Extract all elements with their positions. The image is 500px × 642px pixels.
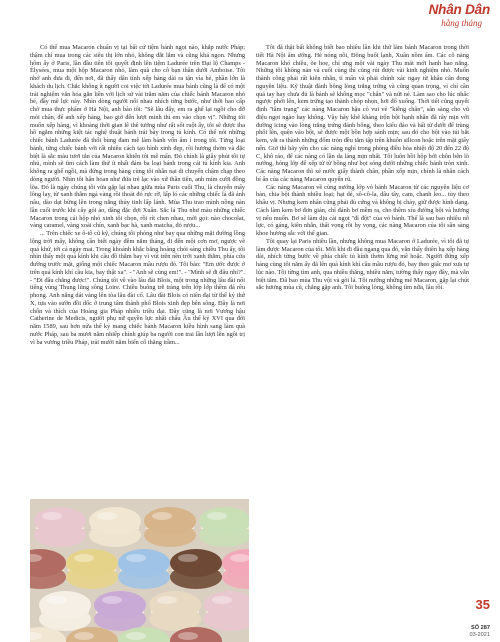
issue-info [444,625,490,638]
masthead-subtitle: hằng tháng [441,18,482,28]
macaron [39,591,91,631]
macaron [144,507,196,547]
macaron [204,591,249,631]
macaron-illustration [30,499,249,642]
article-paragraph: Tôi quay lại Paris nhiều lần, nhưng không mua Macaron ở Ladurée, vì tôi đã tự làm được Macaron của tôi. Mỗi khi đi đâu ngang qua đó, vẫn thấy thiên hạ xếp hàng dài, nhích từng bước về phía chiếc tủ kính thơm lừng mê hoặc. Người đứng xếp hàng cùng tôi năm ấy đã lên quả kính khí cầu mầu rượu đỏ, bay theo giấc mơ xưa tự lúc nào. Tôi từng tìm anh, qua nhiều thăng, nhiều năm, tường thấy ngay đây, mà vẫn biệt tăm. Đã bao mùa Thu vội và gõi lá. Tôi nướng những mẻ Macaron, gặp lại chút sắc hương mùa cũ, chẳng gặp anh. Tôi buông lòng, không tìm nữa, lâu rồi. [256,237,469,292]
macaron [170,549,222,589]
article-column-left [30,44,245,496]
macaron [199,507,249,547]
macaron [118,549,170,589]
macaron [149,591,201,631]
macaron [94,591,146,631]
issue-number: SỐ 287 [471,625,490,631]
issue-date: 03-2021 [469,631,490,638]
article-column-right [256,44,469,624]
article-paragraph: Có thể mua Macaron chuẩn vị tại bất cứ tiệm bánh ngọt nào, khắp nước Pháp; thậm chí mua trong các siêu thị lớn nhỏ, không đắt lắm và cũng khá ngon. Nhưng hôm ấy ở Paris, lần đầu tiên tôi quyết định lên tiệm Ladurée trên Đại lộ Champs - Élysées, mua một hộp Macaron nhỏ, làm quà cho cô bạn thân dưới Amboise. Tôi nhớ anh đưa đi, đến nơi, đã thấy dân tình xếp hàng dài ra tận vỉa hè, phần lớn là khách du lịch. Chắc không ít người coi việc tới Ladurée mua bánh cũng là để có một trải nghiệm văn hóa gắn liền với lịch sử vài trăm năm của chiếc bánh Macaron nhỏ bé, đầy mê lực này. Nhìn dòng người nối nhau nhích từng bước, như thời bao cấp chờ mua thực phẩm ở Hà Nội, anh bảo tôi: "Sẽ lâu đấy, em ra ghế lại ngồi cho đỡ mỏi chân, để anh xếp hàng, bao giờ đến lượt mình thì em vào chọn vị". Những tôi muốn xếp hàng, vì khoảng thời gian lê thê tưởng như rất sốt ruột ấy, tôi sẽ được tha hồ ngắm những kiệt tác nghệ thuật bánh trái bày trong tủ kính. Có thể nói những chiếc bánh Ladurée đã thổi bùng đam mê làm bánh vốn âm ỉ trong tôi. Từng loại bánh, từng chiếc bánh với rất nhiều cách tạo hình xinh đẹp, rồi hương thơm và đặc biệt là sắc màu tươi tắn của Macaron khiến tôi mê mẩn. Đó chính là giây phút tôi tự nhủ, mình sẽ tìm cách làm thử ít nhất đám ba loại bánh trong cái tủ kính kia. Anh không ra ghế ngồi, mà đứng trong hàng cùng tôi nhẫn nại di chuyển chậm chạp theo dòng người. Nhìn tôi hân hoan như đứa trẻ lạc vào xứ thần tiên, anh mỉm cười đồng lõa. Đó là ngày chúng tôi vừa gặp lại nhau giữa mùa Paris cuối Thu, là chuyến mấy lông lay, từ xanh thẫm ngả vàng rồi thoát đỏ rực rỡ, lấp ló các những chiếc lá đã ánh nâu, dào dạt bừng lên trong nắng thủy tinh lấp lánh. Mùa Thu trao mình nồng nàn lần cuối trước khi cây gói áo, dâng đặc đợi Xuân. Sắc lá Thu như màu những chiếc Macaron trong cái hộp nhỏ xinh tôi chọn, rồi rít chen nhau, mời gọi: nào chocolat, vàng caramel, vàng xoài chín, xanh bạc hà, xanh matcha, đỏ rượu... [30,44,245,230]
macaron [66,549,118,589]
page-footer [444,598,490,638]
masthead [420,2,490,38]
macaron-photo [30,499,249,642]
masthead-title: Nhân Dân [428,2,490,17]
macaron [89,507,141,547]
macaron [34,507,86,547]
page-number: 35 [475,597,490,612]
article-paragraph: ... Trên chiếc xe ô-tô cũ kỹ, chúng tôi phóng như bay qua những mặt đường lồng lộng trời mây, không cần biết ngày đêm nắm tháng, đi đến một cơn mơ, ngược về quá khứ, tới cả ngày mai. Trong khoảnh khắc băng hoàng chói sáng chiều Thu ấy, tôi nhìn thấy một quả kính khi cầu đồ thằm bay vì vút trên nền trời xanh thẳm, phía cửa đường trước mặt, giống một chiếc Macaron mầu rượu đỏ. Tôi bảo: "Em ước được ở trên quả kính khí cầu kia, bay thật xa". - "Anh sẽ cùng em!". - "Mình sẽ đi đâu nhỉ?". - "Đi đâu chẳng được!". Chúng tôi về vào lâu đài Blois, một trong những lâu đài nổi tiếng vùng Thung lũng sông Loire. Chiều buông trễ tràng trên lớp lớp thềm đá rêu phong. Anh nắng dát vàng lên tòa lâu đài cổ. Lâu đài Blois có niên đại từ thế kỷ thứ X, tựa vào sườn đồi dốc ở trung tâm thành phố Blois xinh đẹp bên sông. Đây là nơi chốn và thích của Hoàng gia Pháp nhiều triều đại. Đây cũng là nơi Vương hậu Catherine de Medicis, người phụ nữ quyền lực nhất châu Âu thế kỷ XVI qua đời năm 1589, sau hơn nửa thế kỷ mang chiếc bánh Macaron kiều hình sang làm quà nước Pháp, sau ba mươi năm nhiếp chính giúp ba người con trai lần lượt lên ngôi trị vì ba vương triều Pháp, trải mười năm biến cố thăng trầm... [30,230,245,346]
article-paragraph: Tôi đã thật bất không biết bao nhiêu lần khi thử làm bánh Macaron trong thời tiết Hà Nội ẩm ướng. Hè nóng nôi, Đông buốt lạnh, Xuân nồm ẩm. Các cô nàng Macaron khó chiều, õe hoẹ, chỉ ưng một vài ngày Thu mát mới hanh hao nắng. Những tôi không nản và cuối cùng thì cũng rút được vài kinh nghiệm nhỏ. Muốn thành công phải rất kiên nhẫn, tỉ mẩn và phải chính xác ngay từ khâu cân đong nguyên liệu. Kỹ thuật đánh bông lòng trắng trứng và cũng quan trọng, vì chỉ cần quá tay hay chưa đủ là bánh sẽ không mọc "chân" và nứt nẻ. Làm sao cho lúc nhấc ngược phới lên, kem trứng tạo thành chóp nhọn, hơi đổ xuống. Thời tiết cũng quyết định "tâm trạng" các nàng Macaron hậu có vui vẻ "kiễng chân", sẵn sàng cho vũ điệu ngọt ngào hay không. Vậy hãy khẽ khàng trộn bột hạnh nhân đã rây mịn với đường icing vào lòng trắng trứng đánh bông, theo kiểu đảo và hất từ dưới để trùng phối lên, quện vào bột, sẽ được một bồn hợp sánh mịn; sau đó cho bột vào túi bắt kem, vắt ra thành những đốm tròn đều tăm tập trên khuôn silicon hoặc trên mặt giấy nến. Giờ thì hãy yên cho các nàng nghỉ trong phòng điều hòa nhiệt độ 20 đến 22 độ C, khô ráo, để các nàng có lần da láng mịn nhất. Tôi luôn hồi hộp bởi chôn bên lò nướng, hóng lớp để xếp từ từ bồng như bọt sóng dưới những chiếc bánh tròn xinh. Các nàng Macaron thì xé nước giấy thành chân, phần xốp mịn, chính là nhân cách bí ẩn của các nàng Macaron quyến rũ. [256,44,469,183]
macaron [30,549,66,589]
article-paragraph: Các nàng Macaron về cùng nướng lớp vỏ bánh Macaron từ các nguyên liệu cơ bản, chia bột thành nhiều loại; hạt dẻ, sô-cô-la, dâu tây, cam, chanh leo... tùy theo khẩu vị. Nhưng kem nhân cũng phải đủ cứng và không bị chảy, giữ được hình dạng. Cách làm kem bơ đơn giản, chỉ đánh bơ mềm ra, cho thêm xíu đường bột và hương vị nếu muốn. Bơ sẽ làm dịu cái ngọt "đỉ đột" của vỏ bánh. Thế là sau bao nhiêu nỗ lực, có gáng, kiên nhẫn, thất vọng rồi hy vọng, các nàng Macaron của tôi sẵn sàng khoe hương sắc với thế gian. [256,183,469,237]
